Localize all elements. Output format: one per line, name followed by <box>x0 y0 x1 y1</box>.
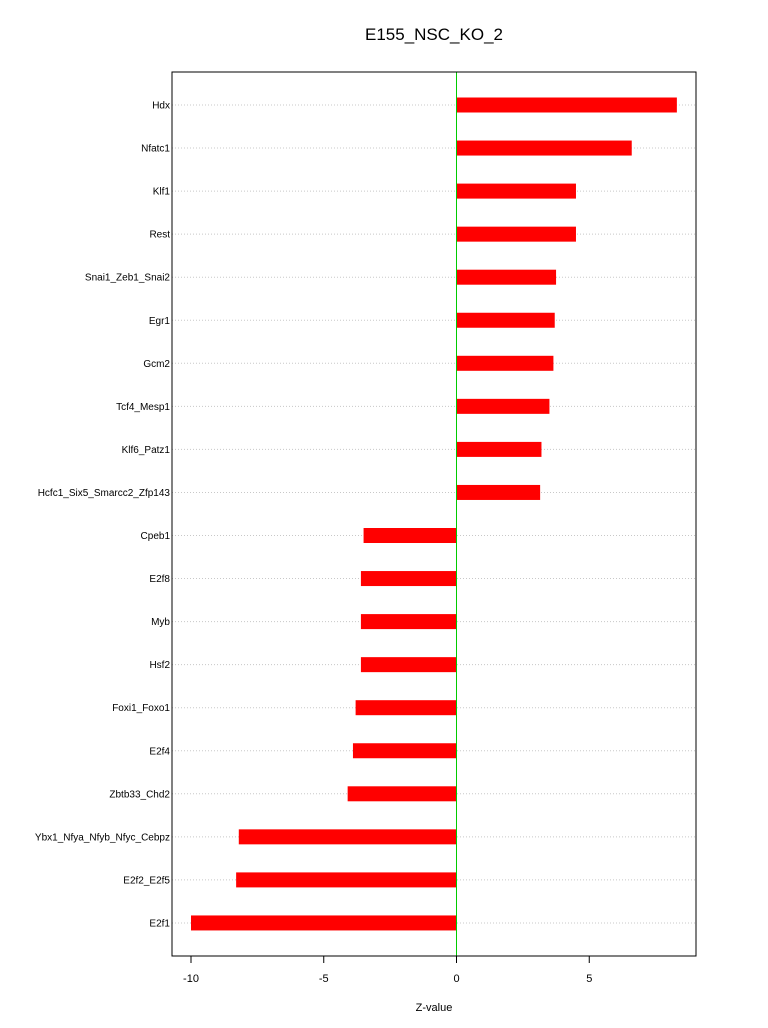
category-label: Cpeb1 <box>140 531 170 542</box>
category-label: Hsf2 <box>149 660 170 672</box>
category-label: Hcfc1_Six5_Smarcc2_Zfp143 <box>37 487 170 499</box>
category-label: Rest <box>149 229 170 241</box>
bar-myb <box>361 614 457 629</box>
category-labels <box>35 101 171 930</box>
x-axis-title: Z-value <box>415 1002 453 1014</box>
category-label: Ybx1_Nfya_Nfyb_Nfyc_Cebpz <box>34 832 170 844</box>
bars <box>191 98 677 931</box>
x-tick-label: 5 <box>586 973 593 985</box>
category-label: Snai1_Zeb1_Snai2 <box>84 272 170 284</box>
bar-rest <box>457 227 576 242</box>
bar-snai1_zeb1_snai2 <box>457 270 557 285</box>
category-label: E2f1 <box>149 918 170 930</box>
bar-hsf2 <box>361 657 457 672</box>
bar-foxi1_foxo1 <box>356 700 457 715</box>
plot-frame <box>172 72 696 956</box>
category-label: E2f2_E2f5 <box>123 875 170 887</box>
bar-e2f2_e2f5 <box>236 872 456 887</box>
bar-egr1 <box>457 313 555 328</box>
category-label: Gcm2 <box>143 358 170 370</box>
bar-klf6_patz1 <box>457 442 542 457</box>
category-label: Foxi1_Foxo1 <box>112 703 170 715</box>
bar-gcm2 <box>457 356 554 371</box>
x-tick-label: -10 <box>183 973 199 985</box>
bar-e2f8 <box>361 571 457 586</box>
category-label: Klf1 <box>152 186 170 198</box>
chart-title: E155_NSC_KO_2 <box>365 25 503 44</box>
bar-klf1 <box>457 184 576 199</box>
bar-cpeb1 <box>364 528 457 543</box>
category-label: Myb <box>151 617 170 629</box>
category-label: Egr1 <box>148 315 170 327</box>
category-label: Nfatc1 <box>141 143 170 155</box>
category-label: Tcf4_Mesp1 <box>116 401 170 413</box>
x-tick-label: -5 <box>318 973 329 985</box>
category-label: Zbtb33_Chd2 <box>109 789 170 801</box>
bar-nfatc1 <box>457 141 632 156</box>
bar-hcfc1_six5_smarcc2_zfp143 <box>457 485 541 500</box>
bar-e2f4 <box>353 743 457 758</box>
x-axis-ticks <box>183 956 592 985</box>
x-tick-label: 0 <box>453 973 460 985</box>
category-label: Klf6_Patz1 <box>121 444 170 456</box>
bar-tcf4_mesp1 <box>457 399 550 414</box>
bar-e2f1 <box>191 915 457 930</box>
category-label: E2f4 <box>149 746 170 758</box>
bar-zbtb33_chd2 <box>348 786 457 801</box>
bar-hdx <box>457 98 677 113</box>
category-label: Hdx <box>152 100 170 112</box>
category-label: E2f8 <box>149 574 170 586</box>
bar-ybx1_nfya_nfyb_nfyc_cebpz <box>239 829 457 844</box>
